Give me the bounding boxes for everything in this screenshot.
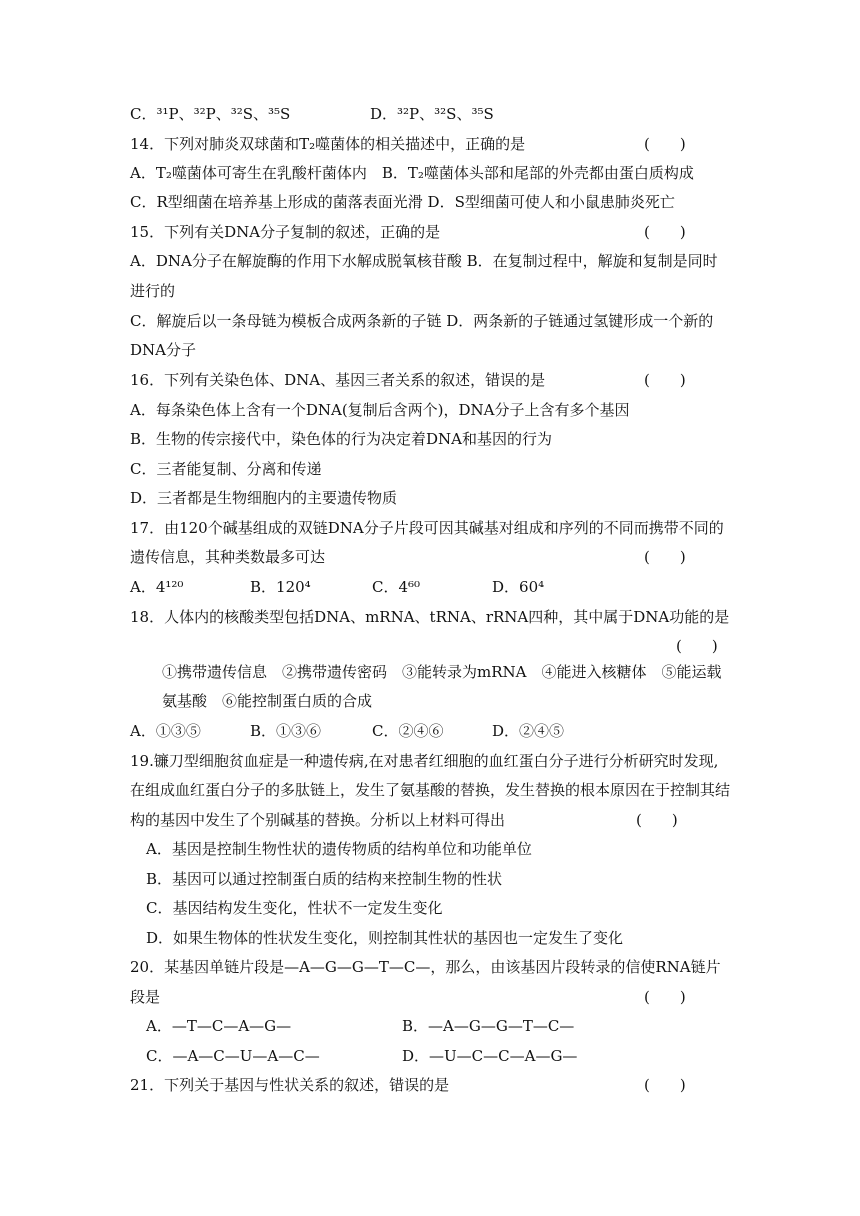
- q19-option-a: A．基因是控制生物性状的遗传物质的结构单位和功能单位: [146, 840, 532, 858]
- q17-options: [130, 577, 730, 597]
- q15-option-ab-line2: 进行的: [130, 282, 176, 300]
- q16-stem: 16．下列有关染色体、DNA、基因三者关系的叙述，错误的是: [130, 371, 546, 389]
- q14-options-ab: A．T₂噬菌体可寄生在乳酸杆菌体内 B．T₂噬菌体头部和尾部的外壳都由蛋白质构成: [130, 164, 694, 182]
- q15-answer-blank: ( ): [644, 223, 686, 241]
- q16-option-c: C．三者能复制、分离和传递: [130, 460, 322, 478]
- q20-option-a: A．—T—C—A—G—: [146, 1017, 292, 1035]
- q13-options: [130, 104, 730, 124]
- q21-answer-blank: ( ): [644, 1076, 686, 1094]
- q18-options: [130, 721, 730, 741]
- q16-option-a: A．每条染色体上含有一个DNA(复制后含两个)，DNA分子上含有多个基因: [130, 401, 630, 419]
- q15-stem: 15．下列有关DNA分子复制的叙述，正确的是: [130, 223, 441, 241]
- q19-answer-blank: ( ): [636, 811, 678, 829]
- q16-answer-blank: ( ): [644, 371, 686, 389]
- q20-option-b: B．—A—G—G—T—C—: [402, 1017, 575, 1035]
- q18-stem: 18．人体内的核酸类型包括DNA、mRNA、tRNA、rRNA四种，其中属于DNA功能的是: [130, 608, 730, 626]
- q20-option-d: D．—U—C—C—A—G—: [402, 1047, 578, 1065]
- q17-option-b: B．120⁴: [250, 578, 311, 596]
- q15-option-cd-line1: C．解旋后以一条母链为模板合成两条新的子链 D．两条新的子链通过氢键形成一个新的: [130, 312, 714, 330]
- q18-items-line1: ①携带遗传信息 ②携带遗传密码 ③能转录为mRNA ④能进入核糖体 ⑤能运载: [162, 663, 722, 681]
- q13-option-c: C．³¹P、³²P、³²S、³⁵S: [130, 105, 291, 123]
- q18-option-d: D．②④⑤: [492, 722, 565, 740]
- q15-option-cd-line2: DNA分子: [130, 341, 196, 359]
- q20-stem-line2: 段是: [130, 988, 161, 1006]
- q20-stem-line1: 20．某基因单链片段是—A—G—G—T—C—，那么，由该基因片段转录的信使RNA链片: [130, 958, 721, 976]
- q19-stem-line1: 19.镰刀型细胞贫血症是一种遗传病,在对患者红细胞的血红蛋白分子进行分析研究时发现,: [130, 752, 719, 770]
- q16-option-d: D．三者都是生物细胞内的主要遗传物质: [130, 489, 398, 507]
- q20-answer-blank: ( ): [644, 988, 686, 1006]
- q16-option-b: B．生物的传宗接代中，染色体的行为决定着DNA和基因的行为: [130, 430, 553, 448]
- q20-options-cd: [146, 1046, 746, 1066]
- q18-answer-blank: ( ): [676, 637, 718, 655]
- q14-stem: 14．下列对肺炎双球菌和T₂噬菌体的相关描述中，正确的是: [130, 135, 526, 153]
- q18-items-line2: 氨基酸 ⑥能控制蛋白质的合成: [162, 692, 373, 710]
- q17-option-d: D．60⁴: [492, 578, 545, 596]
- q15-option-ab-line1: A．DNA分子在解旋酶的作用下水解成脱氧核苷酸 B．在复制过程中，解旋和复制是同时: [130, 252, 718, 270]
- q17-stem-line2: 遗传信息，其种类数最多可达: [130, 548, 326, 566]
- q17-stem-line1: 17．由120个碱基组成的双链DNA分子片段可因其碱基对组成和序列的不同而携带不同的: [130, 519, 724, 537]
- q18-option-b: B．①③⑥: [250, 722, 322, 740]
- q13-option-d: D．³²P、³²S、³⁵S: [370, 105, 494, 123]
- q19-option-c: C．基因结构发生变化，性状不一定发生变化: [146, 899, 443, 917]
- q17-option-a: A．4¹²⁰: [130, 578, 184, 596]
- q18-option-c: C．②④⑥: [372, 722, 444, 740]
- q19-option-d: D．如果生物体的性状发生变化，则控制其性状的基因也一定发生了变化: [146, 929, 624, 947]
- q14-options-cd: C．R型细菌在培养基上形成的菌落表面光滑 D．S型细菌可使人和小鼠患肺炎死亡: [130, 193, 675, 211]
- q18-option-a: A．①③⑤: [130, 722, 201, 740]
- q19-stem-line3: 构的基因中发生了个别碱基的替换。分析以上材料可得出: [130, 811, 506, 829]
- q19-stem-line2: 在组成血红蛋白分子的多肽链上，发生了氨基酸的替换，发生替换的根本原因在于控制其结: [130, 781, 731, 799]
- q17-answer-blank: ( ): [644, 548, 686, 566]
- q21-stem: 21．下列关于基因与性状关系的叙述，错误的是: [130, 1076, 450, 1094]
- q17-option-c: C．4⁶⁰: [372, 578, 421, 596]
- q14-answer-blank: ( ): [644, 135, 686, 153]
- q20-options-ab: [146, 1016, 746, 1036]
- q19-option-b: B．基因可以通过控制蛋白质的结构来控制生物的性状: [146, 870, 503, 888]
- q20-option-c: C．—A—C—U—A—C—: [146, 1047, 320, 1065]
